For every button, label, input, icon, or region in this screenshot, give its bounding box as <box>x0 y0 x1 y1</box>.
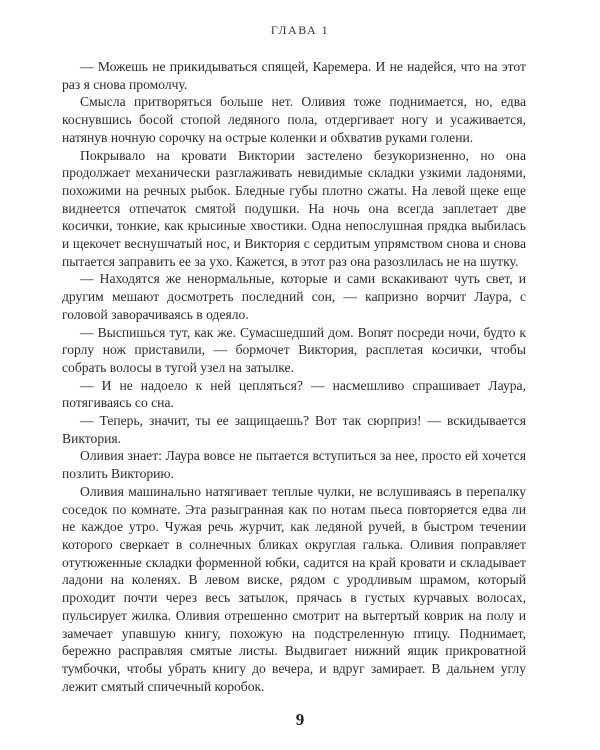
paragraph: — Можешь не прикидываться спящей, Каремера. И не надейся, что на этот раз я снова промолчу. <box>62 59 526 92</box>
paragraph: Покрывало на кровати Виктории застелено безукоризненно, но она продолжает механически разглаживать невидимые складки узкими ладонями, похожими на речных рыбок. Бледные губы плотно сжаты. На левой щеке еще виднеется отпечаток смятой подушки. На ночь она всегда заплетает две косички, тонкие, как крысиные хвостики. Одна непослушная прядка выбилась и щекочет веснушчатый нос, и Виктория с сердитым упрямством снова и снова пытается заправить ее за ухо. Кажется, в этот раз она разозлилась не на шутку. <box>62 147 526 269</box>
paragraph: Оливия машинально натягивает теплые чулки, не вслушиваясь в перепалку соседок по комнате. Эта разыгранная как по нотам пьеса повторяется едва ли не каждое утро. Чужая речь журчит, как ледяной ручей, в быстром течении которого сверкает в солнечных бликах округлая галька. Оливия поправляет отутюженные складки форменной юбки, садится на край кровати и складывает ладони на коленях. В левом виске, рядом с уродливым шрамом, который проходит почти через весь затылок, прячась в густых курчавых волосах, пульсирует жилка. Оливия отрешенно смотрит на вытертый коврик на полу и замечает упавшую книгу, похожую на подстреленную птицу. Поднимает, бережно расправляя смятые листы. Выдвигает нижний ящик прикроватной тумбочки, чтобы убрать книгу до вечера, и вдруг замирает. В дальнем углу лежит смятый спичечный коробок. <box>62 483 526 694</box>
paragraph: — Находятся же ненормальные, которые и сами вскакивают чуть свет, и другим мешают досмотреть последний сон, — капризно ворчит Лаура, с головой заворачиваясь в одеяло. <box>62 271 526 322</box>
body-text <box>62 58 526 695</box>
paragraph: — Выспишься тут, как же. Сумасшедший дом. Вопят посреди ночи, будто к горлу нож приставили, — бормочет Виктория, расплетая косички, чтобы собрать волосы в тугой узел на затылке. <box>62 324 526 375</box>
paragraph: Смысла притворяться больше нет. Оливия тоже поднимается, но, едва коснувшись босой стопой ледяного пола, отдергивает ногу и усаживается, натянув ночную сорочку на острые коленки и обхватив руками голени. <box>62 94 526 145</box>
chapter-running-head: ГЛАВА 1 <box>270 23 330 37</box>
paragraph: Оливия знает: Лаура вовсе не пытается вступиться за нее, просто ей хочется позлить Викторию. <box>62 448 526 482</box>
paragraph: — И не надоело к ней цепляться? — насмешливо спрашивает Лаура, потягиваясь со сна. <box>62 377 526 411</box>
page-number: 9 <box>295 710 305 729</box>
paragraph: — Теперь, значит, ты ее защищаешь? Вот так сюрприз! — вскидывается Виктория. <box>62 413 526 446</box>
